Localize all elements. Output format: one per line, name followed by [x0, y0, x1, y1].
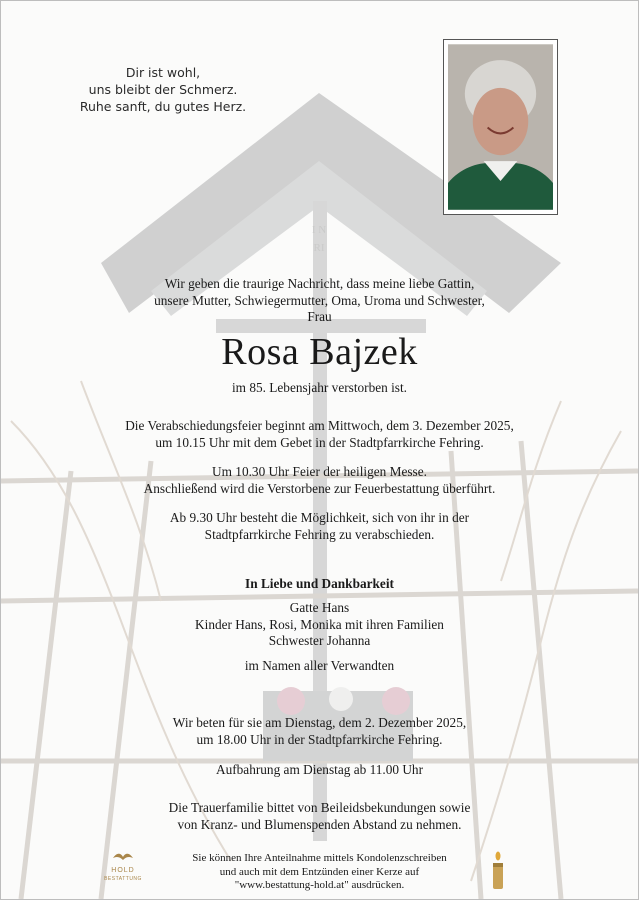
family-line: Schwester Johanna: [268, 633, 371, 648]
deceased-name: Rosa Bajzek: [221, 331, 418, 373]
age-text: im 85. Lebensjahr verstorben ist.: [231, 380, 408, 395]
mass-line: Anschließend wird die Verstorbene zur Feuerbestattung überführt.: [143, 480, 496, 496]
family-line: Gatte Hans: [289, 600, 350, 615]
mass-text: [1, 464, 638, 497]
farewell-text: [1, 510, 638, 543]
cross-inscription-line: I N: [311, 224, 327, 236]
intro-line: Frau: [307, 309, 332, 324]
ceremony-text: [1, 418, 638, 451]
footer-line: "www.bestattung-hold.at" ausdrücken.: [234, 879, 405, 891]
relatives-text: im Namen aller Verwandten: [244, 658, 395, 673]
quote-line: Dir ist wohl,: [125, 65, 201, 80]
condolence-footer: [1, 852, 638, 893]
logo-sub: BESTATTUNG: [104, 876, 142, 882]
hold-bestattung-logo: [101, 849, 145, 881]
farewell-line: Ab 9.30 Uhr besteht die Möglichkeit, sich von ihr in der: [169, 510, 470, 525]
prayer-line: um 18.00 Uhr in der Stadtpfarrkirche Fehring.: [196, 731, 443, 747]
quote-line: uns bleibt der Schmerz.: [88, 82, 238, 97]
mass-line: Um 10.30 Uhr Feier der heiligen Messe.: [212, 464, 427, 479]
portrait-image: [448, 44, 553, 210]
prayer-line: Wir beten für sie am Dienstag, dem 2. Dezember 2025,: [172, 715, 467, 730]
viewing-text: Aufbahrung am Dienstag ab 11.00 Uhr: [215, 762, 424, 777]
farewell-line: Stadtpfarrkirche Fehring zu verabschieden.: [204, 526, 435, 542]
logo-name: HOLD: [111, 867, 135, 874]
request-line: von Kranz- und Blumenspenden Abstand zu nehmen.: [177, 816, 462, 832]
bird-icon: [111, 850, 135, 862]
request-text: [1, 800, 638, 833]
cross-inscription-line: RI: [313, 242, 325, 254]
footer-line: und auch mit dem Entzünden einer Kerze auf: [219, 865, 420, 878]
footer-line: Sie können Ihre Anteilnahme mittels Kondolenzschreiben: [192, 852, 447, 864]
love-heading: In Liebe und Dankbarkeit: [245, 576, 394, 591]
ceremony-line: um 10.15 Uhr mit dem Gebet in der Stadtpfarrkirche Fehring.: [155, 434, 484, 450]
family-list: [1, 600, 638, 650]
candle-icon: [491, 851, 505, 889]
prayer-text: [1, 715, 638, 748]
family-line: Kinder Hans, Rosi, Monika mit ihren Familien: [195, 616, 444, 632]
intro-line: unsere Mutter, Schwiegermutter, Oma, Uroma und Schwester,: [154, 292, 485, 308]
quote-line: Ruhe sanft, du gutes Herz.: [79, 99, 247, 114]
portrait-photo: [443, 39, 558, 215]
memorial-quote: [63, 64, 263, 115]
intro-line: Wir geben die traurige Nachricht, dass meine liebe Gattin,: [164, 276, 475, 291]
intro-text: [1, 276, 638, 326]
ceremony-line: Die Verabschiedungsfeier beginnt am Mittwoch, dem 3. Dezember 2025,: [125, 418, 514, 433]
request-line: Die Trauerfamilie bittet von Beileidsbekundungen sowie: [168, 800, 471, 815]
